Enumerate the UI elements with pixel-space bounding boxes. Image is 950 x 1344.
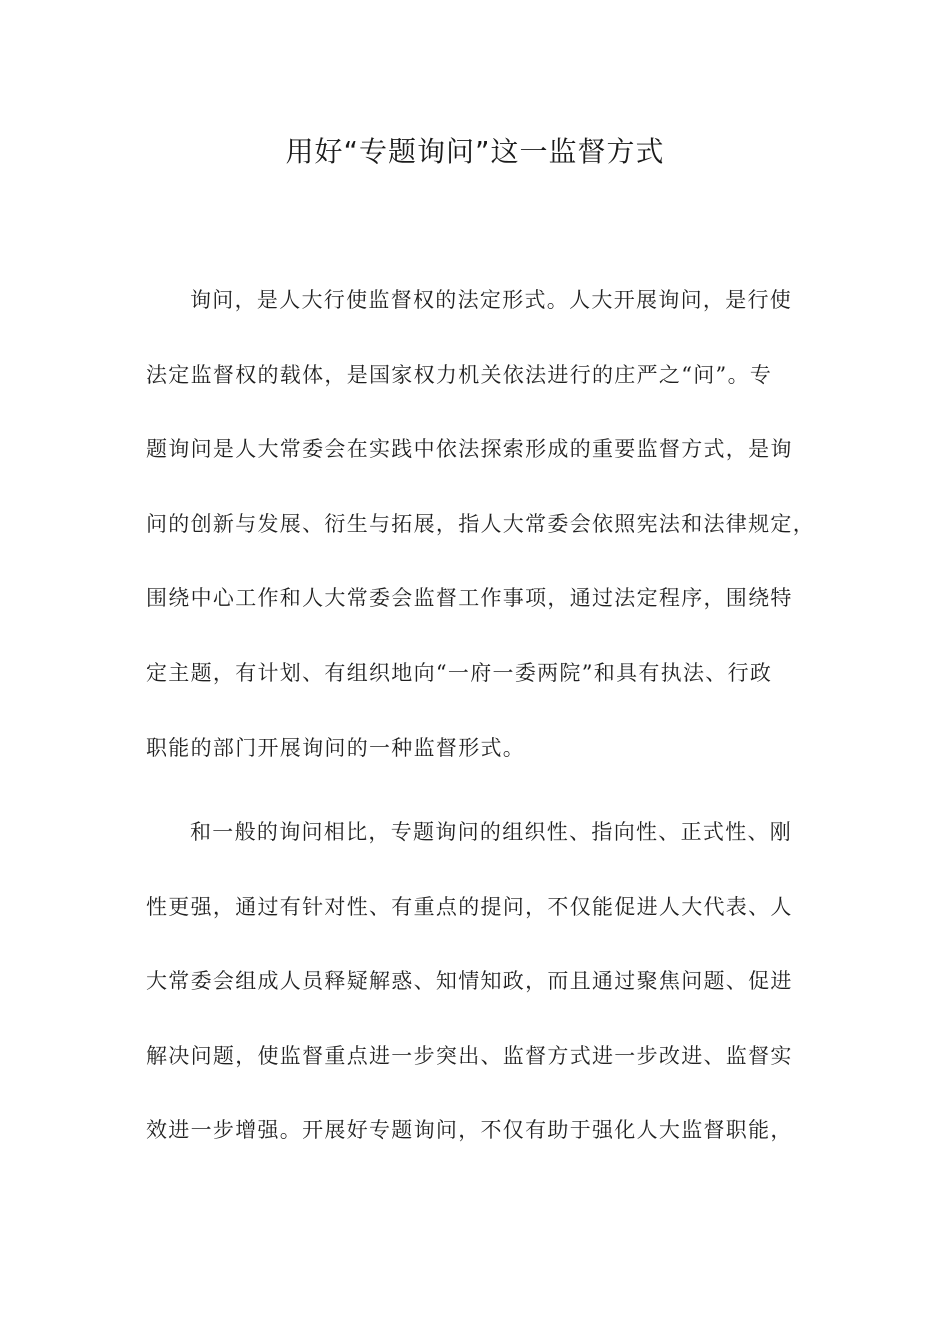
- paragraph-1-line-7: 职能的部门开展询问的一种监督形式。: [146, 736, 526, 760]
- paragraph-2-line-2: 性更强，通过有针对性、有重点的提问，不仅能促进人大代表、人: [146, 895, 793, 919]
- paragraph-2-line-5: 效进一步增强。开展好专题询问，不仅有助于强化人大监督职能，: [146, 1118, 793, 1142]
- paragraph-1-line-4: 问的创新与发展、衍生与拓展，指人大常委会依照宪法和法律规定，: [146, 512, 815, 536]
- paragraph-1-line-6: 定主题，有计划、有组织地向“一府一委两院”和具有执法、行政: [146, 661, 773, 685]
- paragraph-1-line-1: 询问，是人大行使监督权的法定形式。人大开展询问，是行使: [190, 288, 793, 312]
- paragraph-1-line-3: 题询问是人大常委会在实践中依法探索形成的重要监督方式，是询: [146, 437, 793, 461]
- paragraph-1-line-2: 法定监督权的载体，是国家权力机关依法进行的庄严之“问”。专: [146, 363, 773, 387]
- paragraph-2-line-1: 和一般的询问相比，专题询问的组织性、指向性、正式性、刚: [190, 820, 793, 844]
- paragraph-2-line-4: 解决问题，使监督重点进一步突出、监督方式进一步改进、监督实: [146, 1044, 793, 1068]
- paragraph-2-line-3: 大常委会组成人员释疑解惑、知情知政，而且通过聚焦问题、促进: [146, 969, 793, 993]
- paragraph-1-line-5: 围绕中心工作和人大常委会监督工作事项，通过法定程序，围绕特: [146, 586, 793, 610]
- document-title: 用好“专题询问”这一监督方式: [285, 135, 665, 168]
